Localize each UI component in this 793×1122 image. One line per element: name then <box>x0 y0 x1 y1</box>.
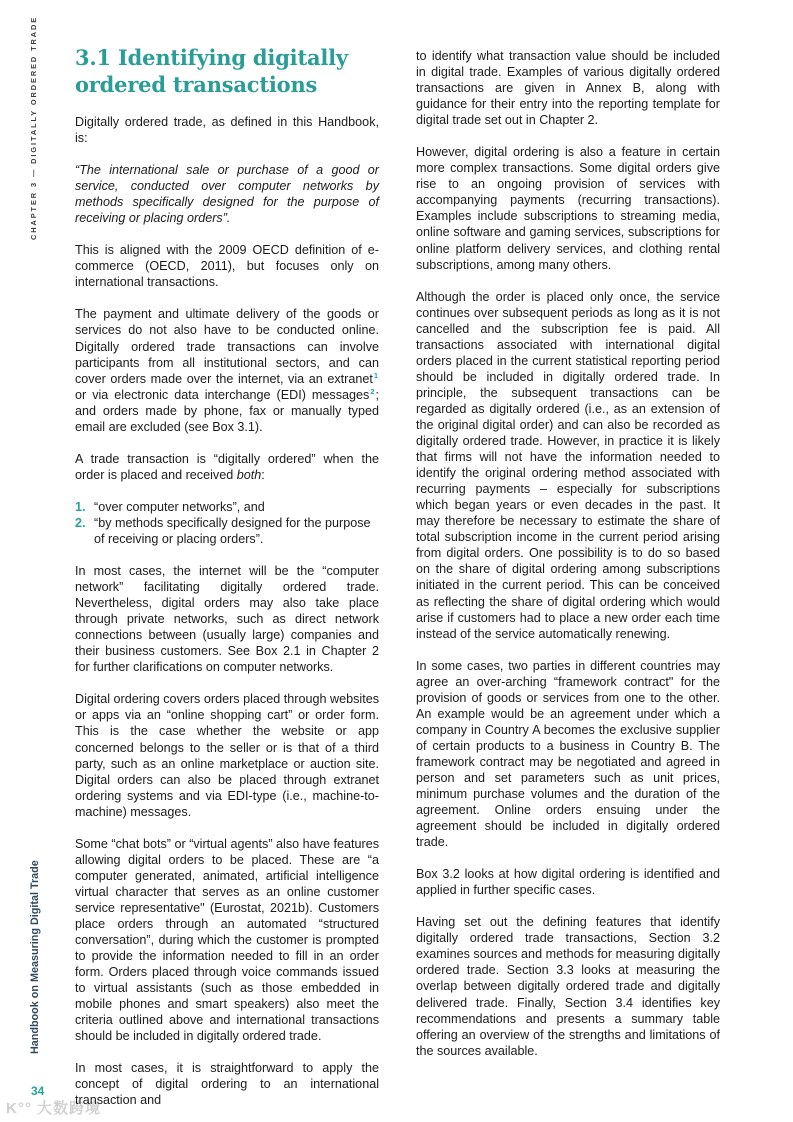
paragraph-payment-part1: The payment and ultimate delivery of the goods or services do not also have to be conducted online. Digitally ordered trade transactions can involve participants from all institutional sectors, and can cover orders made over the internet, via an extranet <box>75 307 379 386</box>
paragraph-box32: Box 3.2 looks at how digital ordering is identified and applied in further specific cases. <box>416 867 720 898</box>
paragraph-payment <box>75 306 379 434</box>
paragraph-complex: However, digital ordering is also a feature in certain more complex transactions. Some digital orders give rise to an ongoing provision of services with accompanying payments (recurring transactions). Examples include subscriptions to streaming media, online software and gaming services, subscriptions for online platform delivery services, and clothing rental subscriptions, among many others. <box>416 145 720 272</box>
definition-quote: “The international sale or purchase of a good or service, conducted over computer networks by methods specifically designed for the purpose of receiving or placing orders”. <box>75 163 379 226</box>
chapter-running-header: CHAPTER 3 — DIGITALLY ORDERED TRADE <box>29 15 38 240</box>
left-column <box>75 44 379 1122</box>
criteria-text: “by methods specifically designed for the purpose of receiving or placing orders”. <box>94 515 371 546</box>
trade-transaction-part1: A trade transaction is “digitally ordered” when the order is placed and received <box>75 451 379 482</box>
footnote-ref-2[interactable]: 2 <box>370 386 375 396</box>
watermark-logo: K°° 大数跨境 <box>6 1100 101 1117</box>
paragraph-sections: Having set out the defining features that identify digitally ordered trade transactions, Section 3.2 examines sources and methods for measuring digitally ordered trade. Section 3.3 looks at measuring the overlap between digitally ordered trade and digitally delivered trade. Finally, Section 3.4 identifies key recommendations and presents a summary table offering an overview of the strengths and limitations of the sources available. <box>416 915 720 1058</box>
criteria-number: 1. <box>75 499 86 514</box>
paragraph-trade-transaction <box>75 451 379 483</box>
paragraph-payment-part2: or via electronic data interchange (EDI) messages <box>75 387 370 402</box>
trade-transaction-part2: : <box>261 467 265 482</box>
criteria-item <box>75 515 379 547</box>
paragraph-most-cases: In most cases, it is straightforward to apply the concept of digital ordering to an international transaction and <box>75 1061 379 1108</box>
footnote-ref-1[interactable]: 1 <box>373 370 378 380</box>
paragraph-oecd: This is aligned with the 2009 OECD definition of e-commerce (OECD, 2011), but focuses only on international transactions. <box>75 243 379 290</box>
criteria-number: 2. <box>75 515 86 530</box>
paragraph-chatbots: Some “chat bots” or “virtual agents” also have features allowing digital orders to be placed. These are “a computer generated, animated, artificial intelligence virtual character that serves as an online customer service representative" (Eurostat, 2021b). Customers place orders through an automated “structured conversation”, during which the customer is prompted to provide the information needed to fill in an order form. Orders placed through voice commands issued to virtual assistants (such as those embedded in mobile phones and smart speakers) also meet the criteria outlined above and international transactions should be included in digitally ordered trade. <box>75 836 379 1044</box>
criteria-text: “over computer networks”, and <box>94 499 265 514</box>
section-title: 3.1 Identifying digitally ordered transactions <box>75 45 348 97</box>
handbook-running-footer: Handbook on Measuring Digital Trade <box>29 860 41 1054</box>
page-number: 34 <box>31 1084 45 1098</box>
paragraph-continuation: to identify what transaction value should be included in digital trade. Examples of various digitally ordered transactions are given in Annex B, along with guidance for their entry into the reporting template for digital trade set out in Chapter 2. <box>416 49 720 128</box>
paragraph-internet: In most cases, the internet will be the “computer network” facilitating digitally ordered trade. Nevertheless, digital orders may also take place through private networks, such as direct network connections between (usually large) companies and their business customers. See Box 2.1 in Chapter 2 for further clarifications on computer networks. <box>75 564 379 675</box>
definition-intro: Digitally ordered trade, as defined in this Handbook, is: <box>75 115 379 146</box>
paragraph-framework: In some cases, two parties in different countries may agree an over-arching “framework contract" for the provision of goods or services from one to the other. An example would be an agreement under which a company in Country A becomes the exclusive supplier of certain products to a business in Country B. The framework contract may be negotiated and agreed in person and set parameters such as unit prices, minimum purchase volumes and the duration of the agreement. Online orders ensuing under the agreement should be included in digitally ordered trade. <box>416 658 720 850</box>
paragraph-payment-part3: ; and orders made by phone, fax or manually typed email are excluded (see Box 3.1). <box>75 387 379 434</box>
trade-transaction-emphasis: both <box>236 467 262 482</box>
criteria-list <box>75 499 379 547</box>
paragraph-digital-ordering: Digital ordering covers orders placed through websites or apps via an “online shopping cart” or order form. This is the case whether the website or app concerned belongs to the seller or is that of a third party, such as an online marketplace or auction site. Digital orders can also be placed through extranet ordering systems and via EDI-type (i.e., machine-to-machine) messages. <box>75 692 379 819</box>
paragraph-subscription: Although the order is placed only once, the service continues over subsequent periods as long as it is not cancelled and the subscription fee is paid. All transactions associated with international digital orders placed in the current statistical reporting period should be included in digitally ordered trade. In principle, the subsequent transactions can be regarded as digitally ordered (i.e., as an extension of the original digital order) and can also be recorded as digitally ordered trade. However, in practice it is likely that firms will not have the information needed to identify the original ordering method associated with recurring payments – especially for subscriptions which began years or even decades in the past. It may therefore be necessary to estimate the share of total subscription income in the current period arising from digital orders. One possibility is to do so based on the share of digital ordering among subscriptions initiated in the current period. This can be conceived as reflecting the share of digital ordering which would arise if customers had to place a new order each time instead of the service automatically renewing. <box>416 289 720 641</box>
right-column <box>416 48 720 1075</box>
criteria-item <box>75 499 379 515</box>
